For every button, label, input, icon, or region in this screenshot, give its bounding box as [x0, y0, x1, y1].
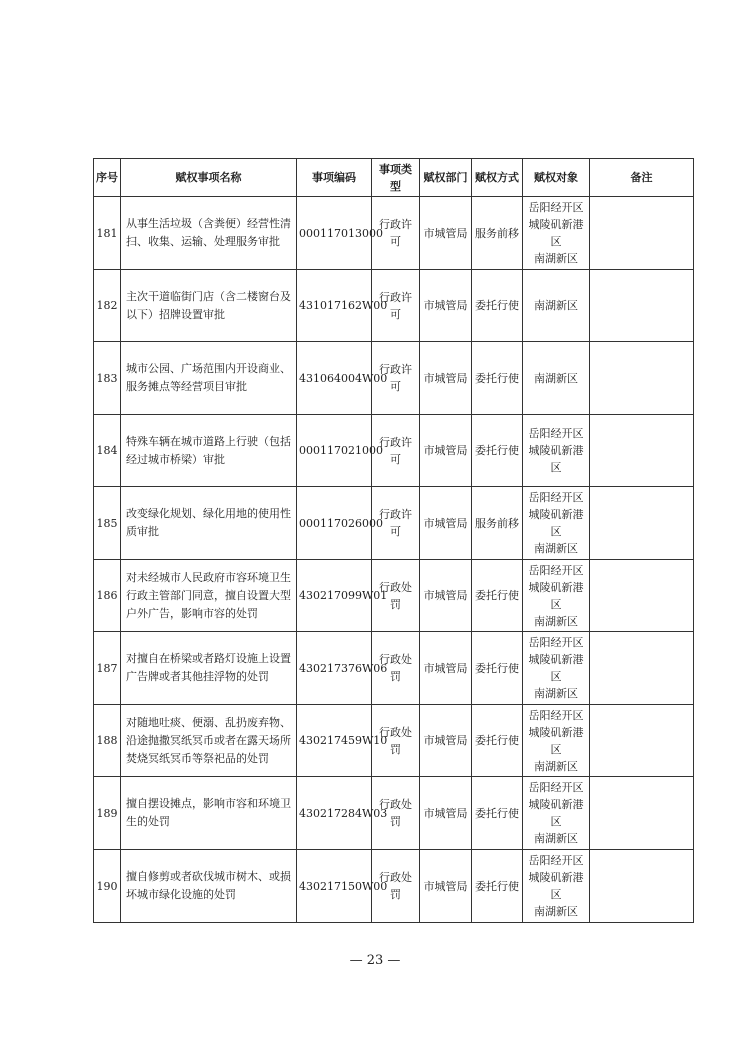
target-item: 城陵矶新港区 — [528, 508, 584, 538]
target-item: 岳阳经开区 — [528, 491, 584, 504]
table-row — [94, 197, 694, 270]
cell-code: 430217099W01 — [297, 560, 372, 632]
cell-targets — [523, 342, 590, 415]
cell-no: 184 — [94, 415, 121, 487]
cell-note — [590, 632, 694, 705]
cell-note — [590, 197, 694, 270]
cell-type: 行政处罚 — [372, 560, 420, 632]
target-item: 南湖新区 — [534, 759, 578, 773]
cell-name: 对随地吐痰、便溺、乱扔废弃物、沿途抛撒冥纸冥币或者在露天场所焚烧冥纸冥币等祭祀品的处罚 — [121, 705, 297, 777]
cell-note — [590, 777, 694, 850]
cell-dept: 市城管局 — [420, 705, 472, 777]
target-item: 城陵矶新港区 — [528, 218, 584, 248]
header-department: 赋权部门 — [420, 159, 472, 197]
target-item: 南湖新区 — [534, 905, 578, 918]
cell-no: 182 — [94, 270, 121, 342]
cell-note — [590, 342, 694, 415]
cell-type: 行政许可 — [372, 487, 420, 560]
cell-method: 委托行使 — [472, 415, 523, 487]
cell-type: 行政许可 — [372, 270, 420, 342]
cell-code: 431064004W00 — [297, 342, 372, 415]
cell-note — [590, 560, 694, 632]
cell-dept: 市城管局 — [420, 850, 472, 923]
cell-type: 行政许可 — [372, 197, 420, 270]
cell-name: 擅自修剪或者砍伐城市树木、或损坏城市绿化设施的处罚 — [121, 850, 297, 923]
cell-type: 行政处罚 — [372, 632, 420, 705]
table-row — [94, 342, 694, 415]
cell-no: 183 — [94, 342, 121, 415]
table-row — [94, 415, 694, 487]
cell-targets — [523, 850, 590, 923]
cell-name: 改变绿化规划、绿化用地的使用性质审批 — [121, 487, 297, 560]
header-method: 赋权方式 — [472, 159, 523, 197]
cell-code: 000117026000 — [297, 487, 372, 560]
table-row — [94, 632, 694, 705]
cell-type: 行政处罚 — [372, 705, 420, 777]
target-item: 城陵矶新港区 — [528, 653, 584, 683]
header-target: 赋权对象 — [523, 159, 590, 197]
cell-note — [590, 487, 694, 560]
page-number: — 23 — — [349, 953, 401, 968]
cell-no: 186 — [94, 560, 121, 632]
target-item: 岳阳经开区 — [528, 854, 584, 867]
cell-targets — [523, 705, 590, 777]
cell-name: 主次干道临街门店（含二楼窗台及以下）招牌设置审批 — [121, 270, 297, 342]
header-item-code: 事项编码 — [297, 159, 372, 197]
target-item: 南湖新区 — [534, 832, 578, 845]
target-item: 城陵矶新港区 — [528, 580, 584, 611]
cell-no: 187 — [94, 632, 121, 705]
cell-dept: 市城管局 — [420, 415, 472, 487]
target-item: 南湖新区 — [534, 252, 578, 265]
cell-dept: 市城管局 — [420, 197, 472, 270]
cell-code: 000117021000 — [297, 415, 372, 487]
cell-type: 行政许可 — [372, 342, 420, 415]
cell-method: 委托行使 — [472, 560, 523, 632]
cell-targets — [523, 777, 590, 850]
target-item: 南湖新区 — [534, 542, 578, 555]
cell-targets — [523, 560, 590, 632]
cell-no: 188 — [94, 705, 121, 777]
cell-method: 委托行使 — [472, 850, 523, 923]
cell-name: 擅自摆设摊点，影响市容和环境卫生的处罚 — [121, 777, 297, 850]
cell-method: 委托行使 — [472, 777, 523, 850]
target-item: 城陵矶新港区 — [528, 871, 584, 901]
cell-code: 000117013000 — [297, 197, 372, 270]
cell-targets — [523, 487, 590, 560]
header-item-name: 赋权事项名称 — [121, 159, 297, 197]
table-row — [94, 705, 694, 777]
cell-type: 行政处罚 — [372, 777, 420, 850]
cell-name: 城市公园、广场范围内开设商业、服务摊点等经营项目审批 — [121, 342, 297, 415]
target-item: 南湖新区 — [534, 299, 578, 312]
table-row — [94, 560, 694, 632]
cell-dept: 市城管局 — [420, 560, 472, 632]
cell-code: 430217459W10 — [297, 705, 372, 777]
target-item: 南湖新区 — [534, 371, 578, 385]
cell-method: 委托行使 — [472, 270, 523, 342]
cell-type: 行政许可 — [372, 415, 420, 487]
cell-name: 从事生活垃圾（含粪便）经营性清扫、收集、运输、处理服务审批 — [121, 197, 297, 270]
cell-dept: 市城管局 — [420, 777, 472, 850]
cell-no: 185 — [94, 487, 121, 560]
cell-no: 181 — [94, 197, 121, 270]
cell-note — [590, 415, 694, 487]
empowerment-items-table — [93, 158, 694, 923]
header-serial-no: 序号 — [94, 159, 121, 197]
target-item: 岳阳经开区 — [528, 427, 584, 440]
cell-targets — [523, 270, 590, 342]
cell-note — [590, 270, 694, 342]
target-item: 城陵矶新港区 — [528, 444, 584, 474]
cell-method: 服务前移 — [472, 197, 523, 270]
target-item: 岳阳经开区 — [528, 708, 584, 722]
table-row — [94, 487, 694, 560]
cell-code: 430217376W06 — [297, 632, 372, 705]
cell-note — [590, 705, 694, 777]
cell-code: 431017162W00 — [297, 270, 372, 342]
cell-no: 190 — [94, 850, 121, 923]
table-row — [94, 777, 694, 850]
target-item: 岳阳经开区 — [528, 201, 584, 214]
table-row — [94, 850, 694, 923]
cell-type: 行政处罚 — [372, 850, 420, 923]
cell-targets — [523, 197, 590, 270]
cell-method: 委托行使 — [472, 342, 523, 415]
cell-no: 189 — [94, 777, 121, 850]
target-item: 南湖新区 — [534, 614, 578, 628]
cell-name: 对擅自在桥梁或者路灯设施上设置广告牌或者其他挂浮物的处罚 — [121, 632, 297, 705]
target-item: 城陵矶新港区 — [528, 798, 584, 828]
cell-dept: 市城管局 — [420, 487, 472, 560]
cell-dept: 市城管局 — [420, 270, 472, 342]
cell-code: 430217150W00 — [297, 850, 372, 923]
target-item: 岳阳经开区 — [528, 636, 584, 649]
target-item: 城陵矶新港区 — [528, 725, 584, 756]
target-item: 岳阳经开区 — [528, 563, 584, 577]
cell-method: 委托行使 — [472, 705, 523, 777]
target-item: 岳阳经开区 — [528, 781, 584, 794]
cell-targets — [523, 632, 590, 705]
cell-dept: 市城管局 — [420, 632, 472, 705]
cell-name: 特殊车辆在城市道路上行驶（包括经过城市桥梁）审批 — [121, 415, 297, 487]
cell-code: 430217284W03 — [297, 777, 372, 850]
cell-dept: 市城管局 — [420, 342, 472, 415]
cell-note — [590, 850, 694, 923]
header-item-type: 事项类型 — [372, 159, 420, 197]
cell-name: 对未经城市人民政府市容环境卫生行政主管部门同意，擅自设置大型户外广告，影响市容的处罚 — [121, 560, 297, 632]
cell-targets — [523, 415, 590, 487]
target-item: 南湖新区 — [534, 687, 578, 700]
table-row — [94, 270, 694, 342]
header-note: 备注 — [590, 159, 694, 197]
cell-method: 委托行使 — [472, 632, 523, 705]
table-header-row — [94, 159, 694, 197]
cell-method: 服务前移 — [472, 487, 523, 560]
